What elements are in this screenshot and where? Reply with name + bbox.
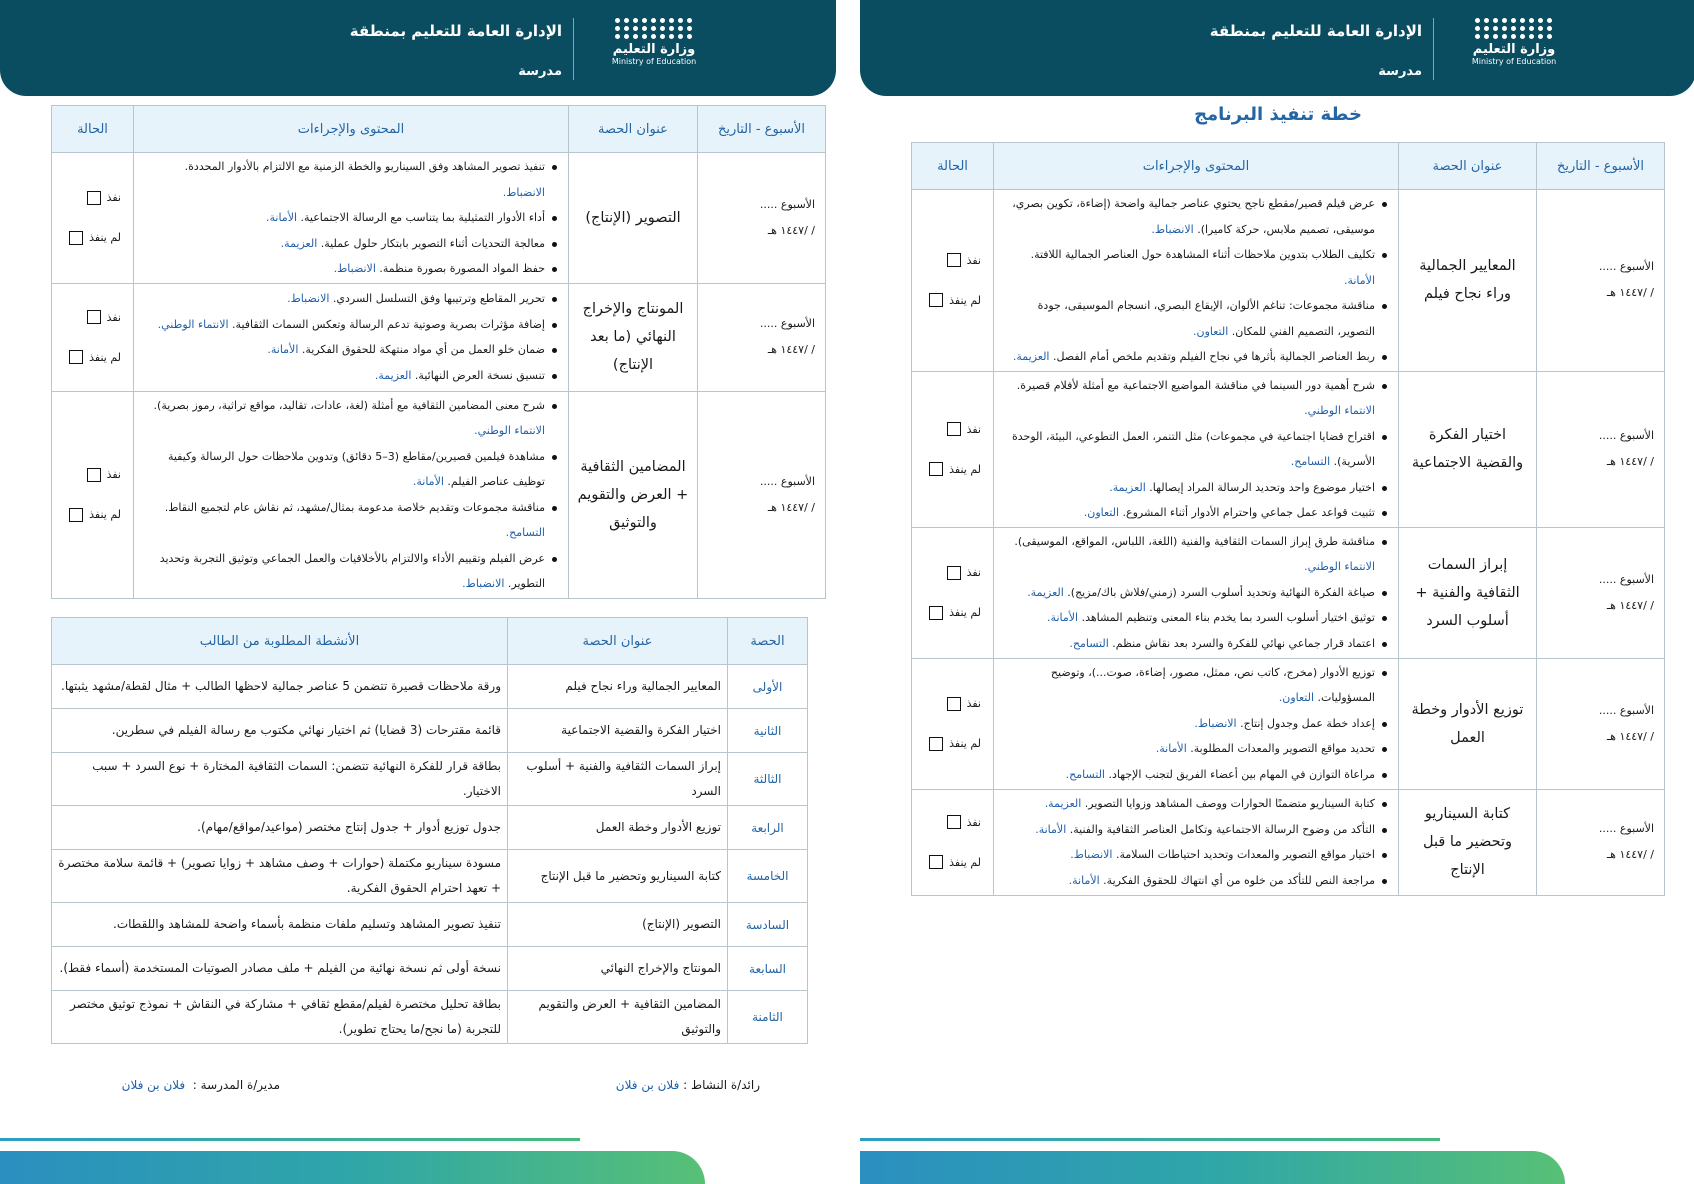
activity-cell: نسخة أولى ثم نسخة نهائية من الفيلم + ملف مصادر الصوتيات المستخدمة (أسماء فقط). <box>52 947 508 991</box>
status-cell <box>52 153 134 284</box>
week-label: الأسبوع ..... <box>1598 703 1654 717</box>
activity-title-cell: كتابة السيناريو وتحضير ما قبل الإنتاج <box>508 850 728 903</box>
header-divider <box>1433 18 1434 80</box>
value-tag: الانتماء الوطني. <box>1304 560 1375 574</box>
procedure-item <box>141 154 545 205</box>
content-cell <box>134 391 569 598</box>
status-option <box>913 737 981 751</box>
value-tag: العزيمة. <box>1109 480 1146 494</box>
procedure-item <box>141 444 545 495</box>
school-label: مدرسة <box>1378 64 1422 79</box>
value-tag: العزيمة. <box>1044 797 1082 810</box>
status-label: لم ينفذ <box>949 855 981 869</box>
not-done-checkbox[interactable] <box>929 737 943 751</box>
week-label: الأسبوع ..... <box>1598 260 1654 274</box>
done-checkbox[interactable] <box>87 191 101 205</box>
not-done-checkbox[interactable] <box>929 606 943 620</box>
status-option <box>913 422 981 436</box>
school-label: مدرسة <box>518 64 562 79</box>
procedure-item <box>1001 475 1375 501</box>
plan-table <box>911 142 1665 896</box>
leader-label: رائد/ة النشاط : <box>683 1078 760 1092</box>
value-tag: الانضباط. <box>1070 848 1113 861</box>
date-label: / /١٤٤٧ هـ <box>1606 848 1654 861</box>
logo-dots-icon <box>1466 18 1562 39</box>
value-tag: الأمانة. <box>266 211 298 224</box>
content-cell <box>994 371 1399 527</box>
activity-row <box>52 947 808 991</box>
value-tag: الأمانة. <box>267 343 299 356</box>
logo-dots-icon <box>606 18 702 39</box>
procedure-item <box>1001 842 1375 868</box>
procedure-item <box>1001 631 1375 657</box>
week-label: الأسبوع ..... <box>1598 429 1654 442</box>
lesson-title-cell: التصوير (الإنتاج) <box>569 153 698 284</box>
col-lesson-title: عنوان الحصة <box>569 106 698 153</box>
page-footer <box>0 1136 836 1184</box>
org-title: الإدارة العامة للتعليم بمنطقة <box>349 22 562 40</box>
status-label: نفذ <box>966 815 981 829</box>
status-cell <box>52 391 134 598</box>
session-cell: الأولى <box>728 665 808 709</box>
status-label: لم ينفذ <box>949 293 981 307</box>
principal-signature <box>122 1078 280 1092</box>
value-tag: التعاون. <box>1083 506 1120 519</box>
plan-row <box>912 789 1665 895</box>
session-cell: الثالثة <box>728 753 808 806</box>
procedure-item <box>1001 711 1375 737</box>
procedure-text: مراجعة النص للتأكد من خلوه من أي انتهاك للحقوق الفكرية. <box>1099 873 1375 887</box>
status-label: نفذ <box>106 468 121 481</box>
status-label: لم ينفذ <box>89 508 121 521</box>
status-option <box>913 253 981 267</box>
lesson-title-cell: إبراز السمات الثقافية والفنية + أسلوب السرد <box>1399 527 1537 658</box>
value-tag: الانتماء الوطني. <box>157 317 229 331</box>
status-option <box>53 231 121 245</box>
procedure-item <box>1001 580 1375 606</box>
procedure-item <box>1001 293 1375 344</box>
activity-leader-signature <box>616 1078 760 1092</box>
plan-row <box>52 153 826 284</box>
value-tag: التسامح. <box>1069 636 1109 650</box>
activity-cell: مسودة سيناريو مكتملة (حوارات + وصف مشاهد + زوايا تصوير) + قائمة سلامة مختصرة + تعهد احترام الحقوق الفكرية. <box>52 850 508 903</box>
procedure-text: صياغة الفكرة النهائية وتحديد أسلوب السرد (زمني/فلاش باك/مزيج). <box>1063 585 1375 599</box>
procedure-text: إضافة مؤثرات بصرية وصوتية تدعم الرسالة وتعكس السمات الثقافية. <box>228 317 545 331</box>
date-label: / /١٤٤٧ هـ <box>767 223 815 237</box>
procedure-text: اقتراح قضايا اجتماعية في مجموعات) مثل التنمر، العمل التطوعي، البيئة، الوحدة الأسرية). <box>1011 429 1375 468</box>
not-done-checkbox[interactable] <box>929 855 943 869</box>
value-tag: الأمانة. <box>1068 873 1100 887</box>
status-option <box>913 566 981 580</box>
page-left <box>0 0 836 1184</box>
status-label: لم ينفذ <box>949 462 981 476</box>
activity-cell: ورقة ملاحظات قصيرة تتضمن 5 عناصر جمالية لاحظها الطالب + مثال لقطة/مشهد يثبتها. <box>52 665 508 709</box>
content-cell <box>994 190 1399 372</box>
procedure-item <box>1001 424 1375 475</box>
status-label: لم ينفذ <box>949 737 981 750</box>
activity-row <box>52 665 808 709</box>
status-option <box>913 293 981 307</box>
procedure-list <box>995 529 1397 657</box>
procedure-item <box>141 337 545 363</box>
procedure-text: مراعاة التوازن في المهام بين أعضاء الفريق لتجنب الإجهاد. <box>1105 767 1375 781</box>
procedure-text: شرح أهمية دور السينما في مناقشة المواضيع الاجتماعية مع أمثلة لأفلام قصيرة. <box>1016 378 1375 392</box>
procedure-list <box>995 373 1397 526</box>
procedure-text: اعتماد قرار جماعي نهائي للفكرة والسرد بعد نقاش منظم. <box>1108 636 1375 650</box>
plan-row <box>912 190 1665 372</box>
value-tag: الانتماء الوطني. <box>474 424 545 437</box>
activity-title-cell: المضامين الثقافية + العرض والتقويم والتوثيق <box>508 991 728 1044</box>
status-option <box>53 191 121 205</box>
plan-row <box>912 371 1665 527</box>
status-label: نفذ <box>966 697 981 710</box>
week-date-cell <box>1537 658 1665 789</box>
leader-name: فلان بن فلان <box>615 1078 680 1092</box>
principal-label: مدير/ة المدرسة : <box>192 1078 280 1092</box>
col-session: الحصة <box>728 618 808 665</box>
activity-row <box>52 753 808 806</box>
done-checkbox[interactable] <box>947 566 961 580</box>
date-label: / /١٤٤٧ هـ <box>1606 286 1654 300</box>
procedure-text: عرض الفيلم وتقييم الأداء والالتزام بالأخلاقيات والعمل الجماعي وتوثيق التجربة وتحديد التطوير. <box>159 551 545 590</box>
procedure-item <box>1001 191 1375 242</box>
activity-row <box>52 709 808 753</box>
procedure-list <box>995 660 1397 788</box>
procedure-text: كتابة السيناريو متضمنًا الحوارات ووصف المشاهد وزوايا التصوير. <box>1081 797 1375 810</box>
week-label: الأسبوع ..... <box>759 474 815 488</box>
procedure-text: أداء الأدوار التمثيلية بما يتناسب مع الرسالة الاجتماعية. <box>297 211 545 224</box>
value-tag: الانتماء الوطني. <box>1304 404 1375 417</box>
value-tag: الأمانة. <box>1343 273 1375 287</box>
value-tag: الانضباط. <box>287 292 330 305</box>
procedure-text: ربط العناصر الجمالية بأثرها في نجاح الفيلم وتقديم ملخص أمام الفصل. <box>1049 350 1375 363</box>
session-cell: السادسة <box>728 903 808 947</box>
activity-row <box>52 850 808 903</box>
date-label: / /١٤٤٧ هـ <box>1606 729 1654 743</box>
procedure-item <box>141 546 545 597</box>
week-date-cell <box>1537 371 1665 527</box>
value-tag: العزيمة. <box>1012 350 1050 363</box>
done-checkbox[interactable] <box>87 310 101 324</box>
activity-row <box>52 991 808 1044</box>
procedure-item <box>1001 660 1375 711</box>
procedure-item <box>1001 344 1375 370</box>
procedure-text: تحديد مواقع التصوير والمعدات المطلوبة. <box>1186 742 1375 756</box>
session-cell: الثامنة <box>728 991 808 1044</box>
value-tag: التعاون. <box>1193 324 1229 338</box>
week-date-cell <box>1537 527 1665 658</box>
procedure-text: حفظ المواد المصورة بصورة منظمة. <box>375 262 545 275</box>
logo-arabic-text: وزارة التعليم <box>1472 42 1556 57</box>
logo-english-text: Ministry of Education <box>611 57 697 66</box>
status-label: لم ينفذ <box>89 350 121 364</box>
ministry-logo <box>1466 18 1562 84</box>
status-cell <box>912 527 994 658</box>
page-footer <box>860 1136 1694 1184</box>
procedure-text: معالجة التحديات أثناء التصوير بابتكار حلول عملية. <box>317 236 545 250</box>
procedure-item <box>141 495 545 546</box>
col-status: الحالة <box>52 106 134 153</box>
lesson-title-cell: كتابة السيناريو وتحضير ما قبل الإنتاج <box>1399 789 1537 895</box>
page-header <box>0 0 836 96</box>
week-label: الأسبوع ..... <box>1598 822 1654 835</box>
status-label: نفذ <box>966 253 981 267</box>
col-activity-title: عنوان الحصة <box>508 618 728 665</box>
col-activity: الأنشطة المطلوبة من الطالب <box>52 618 508 665</box>
value-tag: الأمانة. <box>1047 611 1079 625</box>
value-tag: العزيمة. <box>1027 585 1064 599</box>
value-tag: الأمانة. <box>412 475 444 488</box>
lesson-title-cell: توزيع الأدوار وخطة العمل <box>1399 658 1537 789</box>
logo-arabic-text: وزارة التعليم <box>612 42 696 57</box>
col-content: المحتوى والإجراءات <box>134 106 569 153</box>
done-checkbox[interactable] <box>947 815 961 829</box>
week-label: الأسبوع ..... <box>759 197 815 211</box>
status-cell <box>912 190 994 372</box>
content-cell <box>134 283 569 391</box>
date-label: / /١٤٤٧ هـ <box>1606 598 1654 612</box>
date-label: / /١٤٤٧ هـ <box>767 500 815 514</box>
col-week-date: الأسبوع - التاريخ <box>1537 143 1665 190</box>
plan-table-continued <box>51 105 826 599</box>
week-date-cell <box>1537 190 1665 372</box>
value-tag: الأمانة. <box>1035 822 1067 836</box>
status-option <box>913 462 981 476</box>
activity-cell: بطاقة قرار للفكرة النهائية تتضمن: السمات الثقافية المختارة + نوع السرد + سبب الاختيار. <box>52 753 508 806</box>
status-label: نفذ <box>966 422 981 436</box>
not-done-checkbox[interactable] <box>929 293 943 307</box>
date-label: / /١٤٤٧ هـ <box>767 343 815 356</box>
procedure-item <box>1001 868 1375 894</box>
procedure-text: توثيق اختيار أسلوب السرد بما يخدم بناء المعنى وتنظيم المشاهد. <box>1078 611 1375 625</box>
procedure-item <box>1001 762 1375 788</box>
procedure-item <box>1001 791 1375 817</box>
status-label: لم ينفذ <box>89 231 121 245</box>
procedure-item <box>141 312 545 338</box>
session-cell: الثانية <box>728 709 808 753</box>
value-tag: الانضباط. <box>462 577 505 590</box>
procedure-item <box>1001 817 1375 843</box>
procedure-list <box>135 286 567 388</box>
procedure-text: مناقشة مجموعات وتقديم خلاصة مدعومة بمثال/مشهد، ثم نقاش عام لتجميع النقاط. <box>164 500 545 514</box>
content-cell <box>994 658 1399 789</box>
status-option <box>53 508 121 522</box>
col-content: المحتوى والإجراءات <box>994 143 1399 190</box>
status-option <box>53 310 121 324</box>
status-option <box>53 350 121 364</box>
activity-title-cell: المعايير الجمالية وراء نجاح فيلم <box>508 665 728 709</box>
procedure-item <box>141 363 545 389</box>
status-option <box>913 697 981 711</box>
status-cell <box>52 283 134 391</box>
status-option <box>913 606 981 620</box>
procedure-text: اختيار موضوع واحد وتحديد الرسالة المراد إيصالها. <box>1145 480 1375 494</box>
page-header <box>860 0 1694 96</box>
week-date-cell <box>698 153 826 284</box>
status-label: نفذ <box>966 566 981 579</box>
status-label: لم ينفذ <box>949 606 981 619</box>
content-cell <box>134 153 569 284</box>
procedure-text: تنسيق نسخة العرض النهائية. <box>411 368 545 382</box>
procedure-item <box>141 286 545 312</box>
plan-row <box>912 527 1665 658</box>
done-checkbox[interactable] <box>87 468 101 482</box>
session-cell: السابعة <box>728 947 808 991</box>
week-date-cell <box>698 283 826 391</box>
value-tag: الانضباط. <box>333 262 376 275</box>
plan-row <box>52 391 826 598</box>
week-date-cell <box>1537 789 1665 895</box>
value-tag: الانضباط. <box>1151 222 1194 236</box>
procedure-item <box>141 256 545 282</box>
week-label: الأسبوع ..... <box>1598 572 1654 586</box>
activity-cell: بطاقة تحليل مختصرة لفيلم/مقطع ثقافي + مشاركة في النقاش + نموذج توثيق مختصر للتجربة (ما نجح/ما يحتاج تطوير). <box>52 991 508 1044</box>
plan-row <box>912 658 1665 789</box>
status-option <box>913 815 981 829</box>
activity-cell: تنفيذ تصوير المشاهد وتسليم ملفات منظمة بأسماء واضحة للمشاهد واللقطات. <box>52 903 508 947</box>
procedure-text: مناقشة طرق إبراز السمات الثقافية والفنية (اللغة، اللباس، المواقع، الموسيقى). <box>1014 534 1375 548</box>
lesson-title-cell: المونتاج والإخراج النهائي (ما بعد الإنتاج) <box>569 283 698 391</box>
done-checkbox[interactable] <box>947 422 961 436</box>
activity-row <box>52 903 808 947</box>
status-cell <box>912 658 994 789</box>
procedure-text: تحرير المقاطع وترتيبها وفق التسلسل السردي. <box>329 292 545 305</box>
procedure-text: اختيار مواقع التصوير والمعدات وتحديد احتياطات السلامة. <box>1112 848 1375 861</box>
status-label: نفذ <box>106 191 121 205</box>
procedure-text: شرح معنى المضامين الثقافية مع أمثلة (لغة، عادات، تقاليد، مواقع تراثية، رموز بصرية). <box>153 398 545 412</box>
activity-title-cell: المونتاج والإخراج النهائي <box>508 947 728 991</box>
procedure-text: تثبيت قواعد عمل جماعي واحترام الأدوار أثناء المشروع. <box>1119 506 1375 519</box>
plan-row <box>52 283 826 391</box>
procedure-text: عرض فيلم قصير/مقطع ناجح يحتوي عناصر جمالية واضحة (إضاءة، تكوين بصري، موسيقى، تصميم ملابس، حركة كاميرا). <box>1012 197 1375 236</box>
procedure-item <box>1001 242 1375 293</box>
procedure-text: إعداد خطة عمل وجدول إنتاج. <box>1236 716 1375 730</box>
org-title: الإدارة العامة للتعليم بمنطقة <box>1209 22 1422 40</box>
status-label: نفذ <box>106 310 121 324</box>
status-option <box>53 468 121 482</box>
activity-title-cell: التصوير (الإنتاج) <box>508 903 728 947</box>
procedure-text: توزيع الأدوار (مخرج، كاتب نص، ممثل، مصور، إضاءة، صوت...)، وتوضيح المسؤوليات. <box>1050 665 1375 705</box>
procedure-text: مناقشة مجموعات: تناغم الألوان، الإيقاع البصري، انسجام الموسيقى، جودة التصوير، التصميم الفني للمكان. <box>1037 299 1375 338</box>
procedure-item <box>1001 500 1375 526</box>
procedure-list <box>135 393 567 597</box>
value-tag: الانضباط. <box>502 185 545 199</box>
plan-title: خطة تنفيذ البرنامج <box>1194 104 1362 125</box>
not-done-checkbox[interactable] <box>69 350 83 364</box>
procedure-text: مشاهدة فيلمين قصيرين/مقاطع (3–5 دقائق) وتدوين ملاحظات حول الرسالة وكيفية توظيف عناصر الفيلم. <box>167 449 545 488</box>
done-checkbox[interactable] <box>947 697 961 711</box>
value-tag: الانضباط. <box>1194 716 1237 730</box>
value-tag: التسامح. <box>1290 455 1331 468</box>
procedure-item <box>1001 529 1375 580</box>
session-cell: الرابعة <box>728 806 808 850</box>
week-date-cell <box>698 391 826 598</box>
procedure-list <box>135 154 567 282</box>
page-right <box>860 0 1694 1184</box>
activity-cell: قائمة مقترحات (3 قضايا) ثم اختيار نهائي مكتوب مع رسالة الفيلم في سطرين. <box>52 709 508 753</box>
procedure-item <box>141 393 545 444</box>
principal-name: فلان بن فلان <box>121 1078 186 1092</box>
not-done-checkbox[interactable] <box>69 231 83 245</box>
date-label: / /١٤٤٧ هـ <box>1606 455 1654 468</box>
value-tag: الأمانة. <box>1155 742 1187 756</box>
col-week-date: الأسبوع - التاريخ <box>698 106 826 153</box>
procedure-item <box>1001 736 1375 762</box>
activity-cell: جدول توزيع أدوار + جدول إنتاج مختصر (مواعيد/مواقع/مهام). <box>52 806 508 850</box>
value-tag: التسامح. <box>1065 767 1105 781</box>
procedure-text: تكليف الطلاب بتدوين ملاحظات أثناء المشاهدة حول العناصر الجمالية اللافتة. <box>1030 248 1375 261</box>
activity-row <box>52 806 808 850</box>
week-label: الأسبوع ..... <box>759 317 815 330</box>
value-tag: العزيمة. <box>374 368 412 382</box>
header-divider <box>573 18 574 80</box>
procedure-list <box>995 191 1397 370</box>
content-cell <box>994 527 1399 658</box>
logo-english-text: Ministry of Education <box>1471 57 1557 66</box>
procedure-text: ضمان خلو العمل من أي مواد منتهكة للحقوق الفكرية. <box>298 343 545 356</box>
value-tag: التسامح. <box>505 526 545 539</box>
lesson-title-cell: اختيار الفكرة والقضية الاجتماعية <box>1399 371 1537 527</box>
procedure-list <box>995 791 1397 893</box>
lesson-title-cell: المعايير الجمالية وراء نجاح فيلم <box>1399 190 1537 372</box>
lesson-title-cell: المضامين الثقافية + العرض والتقويم والتوثيق <box>569 391 698 598</box>
session-cell: الخامسة <box>728 850 808 903</box>
procedure-text: التأكد من وضوح الرسالة الاجتماعية وتكامل العناصر الثقافية والفنية. <box>1066 822 1375 836</box>
status-cell <box>912 371 994 527</box>
procedure-item <box>1001 373 1375 424</box>
done-checkbox[interactable] <box>947 253 961 267</box>
procedure-item <box>141 205 545 231</box>
not-done-checkbox[interactable] <box>929 462 943 476</box>
activities-table <box>51 617 808 1044</box>
status-cell <box>912 789 994 895</box>
procedure-text: تنفيذ تصوير المشاهد وفق السيناريو والخطة الزمنية مع الالتزام بالأدوار المحددة. <box>184 160 545 173</box>
procedure-item <box>1001 605 1375 631</box>
activity-title-cell: اختيار الفكرة والقضية الاجتماعية <box>508 709 728 753</box>
not-done-checkbox[interactable] <box>69 508 83 522</box>
value-tag: العزيمة. <box>280 236 318 250</box>
ministry-logo <box>606 18 702 84</box>
activity-title-cell: توزيع الأدوار وخطة العمل <box>508 806 728 850</box>
activity-title-cell: إبراز السمات الثقافية والفنية + أسلوب السرد <box>508 753 728 806</box>
content-cell <box>994 789 1399 895</box>
col-lesson-title: عنوان الحصة <box>1399 143 1537 190</box>
status-option <box>913 855 981 869</box>
procedure-item <box>141 231 545 257</box>
value-tag: التعاون. <box>1278 691 1315 705</box>
col-status: الحالة <box>912 143 994 190</box>
